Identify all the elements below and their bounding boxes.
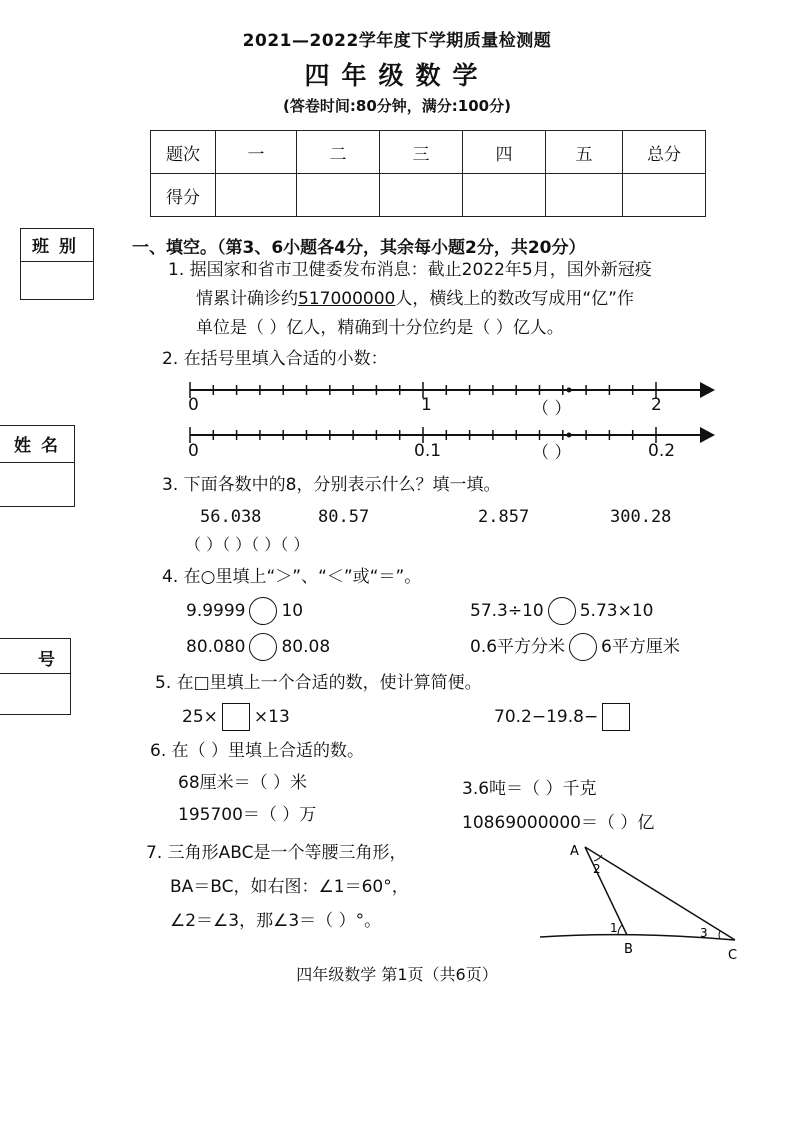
q4-item-c (186, 632, 330, 662)
compare-circle[interactable] (548, 597, 576, 625)
compare-circle[interactable] (249, 597, 277, 625)
score-cell: 四 (463, 131, 546, 174)
score-input-cell[interactable] (546, 174, 623, 217)
class-label: 班别 (32, 237, 86, 257)
score-input-cell[interactable] (297, 174, 380, 217)
q7-line2: BA＝BC，如右图：∠1＝60°， (170, 877, 409, 897)
q4c-right: 80.08 (281, 637, 331, 657)
point-marker-a (567, 388, 572, 393)
q4a-right: 10 (281, 601, 304, 621)
q5-text: 5. 在□里填上一个合适的数，使计算简便。 (155, 673, 482, 693)
number-line-a (190, 382, 715, 398)
line-a-blank[interactable]: （ ） (532, 399, 572, 419)
score-cell: 五 (546, 131, 623, 174)
q4d-right: 6平方厘米 (601, 637, 680, 657)
score-input-cell[interactable] (216, 174, 297, 217)
fill-square[interactable] (602, 703, 630, 731)
q1-line2-post: 人，横线上的数改写成用“亿”作 (395, 289, 634, 309)
exam-info: (答卷时间:80分钟，满分:100分) (283, 97, 511, 115)
q3-number: 80.57 (318, 507, 370, 527)
q5b-left: 70.2−19.8− (494, 707, 599, 727)
q7-line1: 7. 三角形ABC是一个等腰三角形， (146, 843, 407, 863)
line-a-mid: 1 (421, 395, 432, 415)
score-cell: 三 (380, 131, 463, 174)
point-marker-b (567, 433, 572, 438)
q6-item-b[interactable]: 3.6吨＝（ ）千克 (462, 779, 597, 799)
q1-line2-pre: 情累计确诊约 (196, 289, 298, 309)
score-table (150, 130, 706, 217)
q3-number: 300.28 (610, 507, 672, 527)
score-cell: 二 (297, 131, 380, 174)
score-input-cell[interactable] (623, 174, 706, 217)
q5-item-b (494, 702, 634, 732)
number-label: 号 (38, 650, 65, 670)
q4-item-a (186, 596, 303, 626)
q4-item-b (470, 596, 653, 626)
q2-text: 2. 在括号里填入合适的小数： (162, 349, 388, 369)
score-cell: 总分 (623, 131, 706, 174)
q6-item-a[interactable]: 68厘米＝（ ）米 (178, 773, 308, 793)
q4-item-d (470, 632, 680, 662)
q1-underlined-number: 517000000 (298, 289, 396, 309)
q4b-right: 5.73×10 (579, 601, 654, 621)
section-title: 一、填空。（第3、6小题各4分，其余每小题2分，共20分） (132, 238, 586, 258)
q5-item-a (182, 702, 290, 732)
angle-3-label: 3 (700, 926, 708, 940)
line-a-end: 2 (651, 395, 662, 415)
angle-1-label: 1 (610, 921, 618, 935)
score-input-cell[interactable] (380, 174, 463, 217)
q4d-left: 0.6平方分米 (470, 637, 566, 657)
line-b-mid: 0.1 (414, 441, 442, 461)
vertex-a-label: A (570, 844, 579, 859)
angle-arc-3 (719, 931, 720, 939)
exam-title: 2021—2022学年度下学期质量检测题 (242, 31, 552, 51)
q6-item-d[interactable]: 10869000000＝（ ）亿 (462, 813, 655, 833)
subject-title: 四年级数学 (304, 61, 490, 90)
q6-text: 6. 在（ ）里填上合适的数。 (150, 741, 365, 761)
q5a-right: ×13 (253, 707, 290, 727)
line-b-blank[interactable]: （ ） (532, 443, 572, 463)
triangle-figure (530, 835, 750, 965)
fill-square[interactable] (222, 703, 250, 731)
q3-blanks[interactable]: （ ）（ ）（ ）（ ） (185, 535, 310, 554)
score-cell: 得分 (151, 174, 216, 217)
score-cell: 题次 (151, 131, 216, 174)
q3-text: 3. 下面各数中的8，分别表示什么？填一填。 (162, 475, 501, 495)
q4c-left: 80.080 (186, 637, 246, 657)
compare-circle[interactable] (249, 633, 277, 661)
line-a-start: 0 (188, 395, 199, 415)
q1-line2 (196, 284, 634, 314)
page-footer: 四年级数学 第1页（共6页） (296, 965, 498, 984)
q7-line3: ∠2＝∠3，那∠3＝（ ）°。 (170, 911, 382, 931)
score-table-score-row (151, 174, 706, 217)
angle-arc-1 (618, 925, 622, 935)
q4b-left: 57.3÷10 (470, 601, 544, 621)
q4-text: 4. 在○里填上“＞”、“＜”或“＝”。 (162, 567, 422, 587)
q6-item-c[interactable]: 195700＝（ ）万 (178, 805, 317, 825)
number-line-b (190, 427, 715, 443)
vertex-b-label: B (624, 942, 633, 957)
q5a-left: 25× (182, 707, 218, 727)
line-b-end: 0.2 (648, 441, 676, 461)
q3-number: 56.038 (200, 507, 262, 527)
angle-2-label: 2 (593, 862, 601, 876)
q1-line3: 单位是（ ）亿人，精确到十分位约是（ ）亿人。 (196, 318, 564, 338)
score-table-header-row (151, 131, 706, 174)
number-lines (180, 378, 720, 468)
name-label: 姓名 (14, 436, 68, 456)
line-b-start: 0 (188, 441, 199, 461)
q3-number: 2.857 (478, 507, 530, 527)
compare-circle[interactable] (569, 633, 597, 661)
score-input-cell[interactable] (463, 174, 546, 217)
vertex-c-label: C (728, 948, 738, 963)
score-cell: 一 (216, 131, 297, 174)
q4a-left: 9.9999 (186, 601, 246, 621)
q1-line1: 1. 据国家和省市卫健委发布消息：截止2022年5月，国外新冠疫 (168, 260, 652, 280)
